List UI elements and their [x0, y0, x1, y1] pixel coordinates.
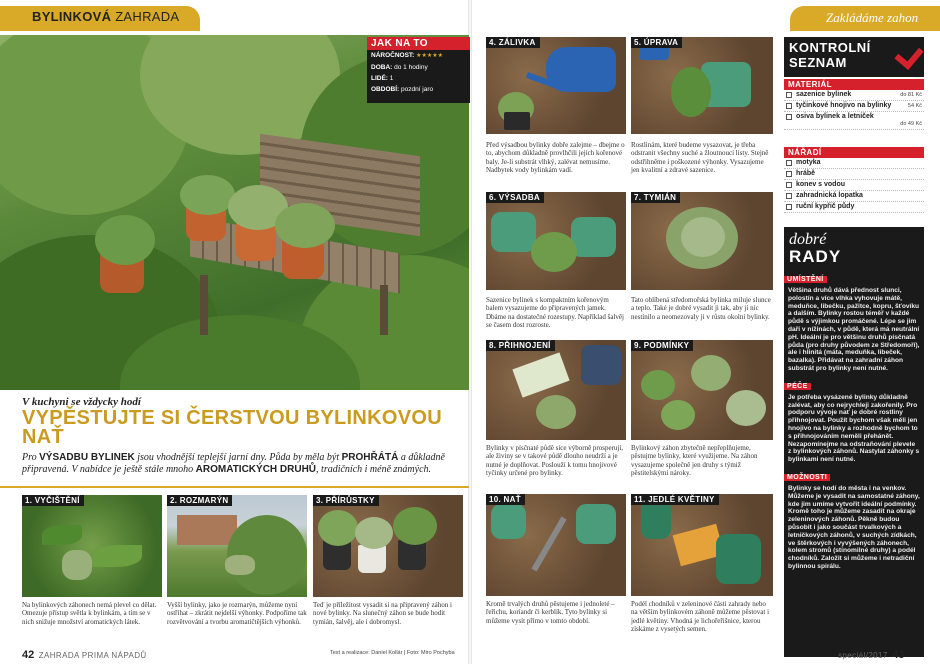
step-4-label: 4. ZÁLIVKA: [486, 37, 540, 48]
step-6-text: Sazenice bylinek s kompaktním kořenovým balem vysazujeme do připravených jamek. Dbáme na dostatečné rozestupy. Například šalvěj se časem dost rozroste.: [486, 296, 624, 330]
step-11-text: Podél chodníků v zeleninové části zahrady nebo na větším bylinkovém záhoně můžeme pěstovat i jedlé květiny. Vhodná je lichořeřišnice, kterou získáme z vysetých semen.: [631, 600, 770, 634]
step-7-text: Tato oblíbená středomořská bylinka miluje slunce a teplo. Také je dobré vysadit ji tak, aby ji nic nestínilo a neomezovaly ji v růstu okolní bylinky.: [631, 296, 771, 321]
step-2-photo: [167, 495, 307, 597]
step-10-label: 10. NAŤ: [486, 494, 525, 505]
step-6-label: 6. VÝSADBA: [486, 192, 544, 203]
step-1-photo: [22, 495, 162, 597]
tool-item[interactable]: konev s vodou: [784, 180, 924, 191]
step-4-text: Před výsadbou bylinky dobře zalejme – dbejme o to, abychom důkladně provlhčili jejich kořenové baly. Je-li substrát vlhký, zalévat nemusíme. Nadbytek vody bylinkám vadí.: [486, 141, 625, 175]
page-number-left: 42: [22, 649, 35, 661]
step-9-label: 9. PODMÍNKY: [631, 340, 693, 351]
step-7-label: 7. TYMIÁN: [631, 192, 680, 203]
step-2-label: 2. ROZMARÝN: [167, 495, 232, 506]
article-headline: VYPĚSTUJTE SI ČERSTVOU BYLINKOVOU NAŤ: [22, 407, 442, 448]
tips-box: [784, 227, 924, 657]
step-6-photo: [486, 192, 626, 290]
step-2-text: Vyšší bylinky, jako je rozmarýn, můžeme nyní ostříhat – zkrátit nejdelší výhonky. Podpoříme tak rozvětvování a tvorbu aromatičtějších výhonků.: [167, 601, 307, 626]
step-8-text: Bylinky v písčnaté půdě sice výborně prosperují, ale živiny se v takové půdě dlouho neudrží a je nutné je doplňovat. Poslouží k tomu hnojivové tyčinky určené pro bylinky.: [486, 444, 624, 478]
tips-heading-options: MOŽNOSTI: [784, 474, 830, 481]
material-heading: MATERIÁL: [784, 79, 924, 90]
tools-section: [784, 147, 924, 213]
tips-heading-care: PÉČE: [784, 383, 811, 390]
jak-row-duration: DOBA: do 1 hodiny: [371, 64, 428, 71]
material-item[interactable]: sazenice bylinek do 81 Kč: [784, 90, 924, 101]
step-11: [631, 494, 773, 654]
step-9: [631, 340, 773, 490]
jak-row-difficulty: NÁROČNOST: ★★★★★: [371, 52, 444, 59]
tips-text-options: Bylinky se hodí do města i na venkov. Můžeme je vysadit na samostatné záhony, kde jim umíme vytvořit ideální podmínky. Kromě toho je můžeme zasadit na okraje zeleninových záhonů. Pěkně budou působit i jako součást trvalkových a letničkových záhonů, v suchých zídkách, ve štěrkových i vyvýšených záhonech, kolem stromů (stínomilné druhy) a podél chodníků. Založit si můžeme i netradiční bylinnou spirálu.: [788, 484, 920, 570]
step-5-text: Rostlinám, které budeme vysazovat, je třeba odstranit všechny suché a žloutnoucí listy. Stejně odstřihněme i poškozené výhonky. Vysazujeme jen kvalitní a zdravé sazenice.: [631, 141, 769, 175]
tool-item[interactable]: ruční kypřič půdy: [784, 202, 924, 213]
step-3-label: 3. PŘÍRŮSTKY: [313, 495, 379, 506]
tips-text-care: Je potřeba vysázené bylinky důkladně zalévat, aby co nejrychleji zakořenily. Pro podporu vývoje nať je dobré rostliny přihnojovat. Použít bychom však měli jen hnojivo na bylinky a rozhodně bychom to s přihnojováním neměli přehánět. Nezapomínejme na odstraňování plevele z bylinkových záhonů. Nastylat záhonky s bylinkami není nutné.: [788, 393, 920, 464]
step-10-photo: [486, 494, 626, 596]
magazine-name: ZAHRADA PRIMA NÁPADŮ: [38, 651, 147, 660]
step-7: [631, 192, 773, 342]
section-title-bold: BYLINKOVÁ: [32, 9, 112, 24]
photo-credit: Text a realizace: Daniel Kollár | Foto: Miro Pochyba: [330, 650, 455, 656]
tool-item[interactable]: zahradnická lopatka: [784, 191, 924, 202]
step-7-photo: [631, 192, 773, 290]
step-4-photo: [486, 37, 626, 134]
step-6: [486, 192, 626, 342]
tips-text-location: Většina druhů dává přednost slunci, polostín a více vlhka vyhovuje mátě, meduňce, libečku, pažitce, kopru, šťovíku a dalším. Bylinky rostou téměř v každé půdě s výjimkou promáčené. Lépe se jim daří v nížinách, v půdě, která má neutrální pH. Ideální je pro většinu druhů písčnatá půda (pro druhy původem ze Středomoří), ale i hlinitá (máta, meduňka, libeček, bazalka). Přidávat na zahradní záhon substrát pro bylinky není nutné.: [788, 287, 920, 372]
step-1-label: 1. VYČIŠTĚNÍ: [22, 495, 84, 506]
tips-title-italic: dobré: [789, 231, 827, 248]
step-5-photo: [631, 37, 773, 134]
article-intro: Pro VÝSADBU BYLINEK jsou vhodnější teplejší jarní dny. Půda by měla být PROHŘÁTÁ a důkladně připravená. V nabídce je ještě stále mnoho AROMATICKÝCH DRUHŮ, tradičních i méně známých.: [22, 452, 445, 475]
jak-na-to-box: [367, 37, 470, 103]
step-8-label: 8. PŘIHNOJENÍ: [486, 340, 555, 351]
headline-divider: [0, 486, 469, 488]
section-tab: [0, 6, 200, 31]
footer-right: [838, 645, 904, 663]
article-kicker: V kuchyni se vždycky hodí: [22, 396, 141, 408]
step-3-text: Teď je příležitost vysadit si na připravený záhon i nové bylinky. Na slunečný záhon se bude hodit tymián, šalvěj, ale i dobromysl.: [313, 601, 452, 626]
checklist-title: KONTROLNÍ SEZNAM: [784, 37, 924, 77]
right-section-tab: Zakládáme zahon: [790, 6, 940, 31]
step-11-label: 11. JEDLÉ KVĚTINY: [631, 494, 719, 505]
tool-item[interactable]: hrábě: [784, 169, 924, 180]
section-title-thin: ZAHRADA: [115, 9, 180, 24]
step-9-photo: [631, 340, 773, 440]
step-10: [486, 494, 626, 644]
jak-row-people: LIDÉ: 1: [371, 75, 394, 82]
step-5-label: 5. ÚPRAVA: [631, 37, 682, 48]
difficulty-stars: ★★★★★: [416, 53, 444, 59]
jak-row-season: OBDOBÍ: pozdní jaro: [371, 86, 434, 93]
material-item[interactable]: osiva bylinek a letniček do 49 Kč: [784, 112, 924, 130]
issue-label: speciál/2017: [838, 651, 888, 660]
step-8: [486, 340, 626, 490]
step-4: [486, 37, 626, 187]
tips-heading-location: UMÍSTĚNÍ: [784, 276, 827, 283]
step-8-photo: [486, 340, 626, 440]
page-number-right: 43: [892, 649, 905, 661]
step-11-photo: [631, 494, 773, 596]
step-10-text: Kromě trvalých druhů pěstujeme i jednoleté – řeřichu, koriandr či kerblík. Tyto bylinky si můžeme vysít přímo v tomto období.: [486, 600, 615, 625]
jak-na-to-title: JAK NA TO: [367, 37, 470, 50]
tools-heading: NÁŘADÍ: [784, 147, 924, 158]
step-3: [313, 495, 463, 635]
step-1: [22, 495, 162, 635]
step-5: [631, 37, 773, 187]
material-section: [784, 79, 924, 130]
tool-item[interactable]: motyka: [784, 158, 924, 169]
step-9-text: Bylinkový záhon zbytečně nepřeplňujeme, pěstujme bylinky, které využijeme. Na záhon vysazujeme společně jen druhy s týmiž pěstitelskými nároky.: [631, 444, 758, 478]
tips-title-bold: RADY: [789, 247, 842, 266]
step-2: [167, 495, 307, 635]
step-3-photo: [313, 495, 463, 597]
footer-left: [22, 645, 147, 663]
step-1-text: Na bylinkových záhonech nemá plevel co dělat. Omezuje přístup světla k bylinkám, a tím se v nich snižuje množství aromatických látek.: [22, 601, 157, 626]
material-item[interactable]: tyčinkové hnojivo na bylinky 54 Kč: [784, 101, 924, 112]
